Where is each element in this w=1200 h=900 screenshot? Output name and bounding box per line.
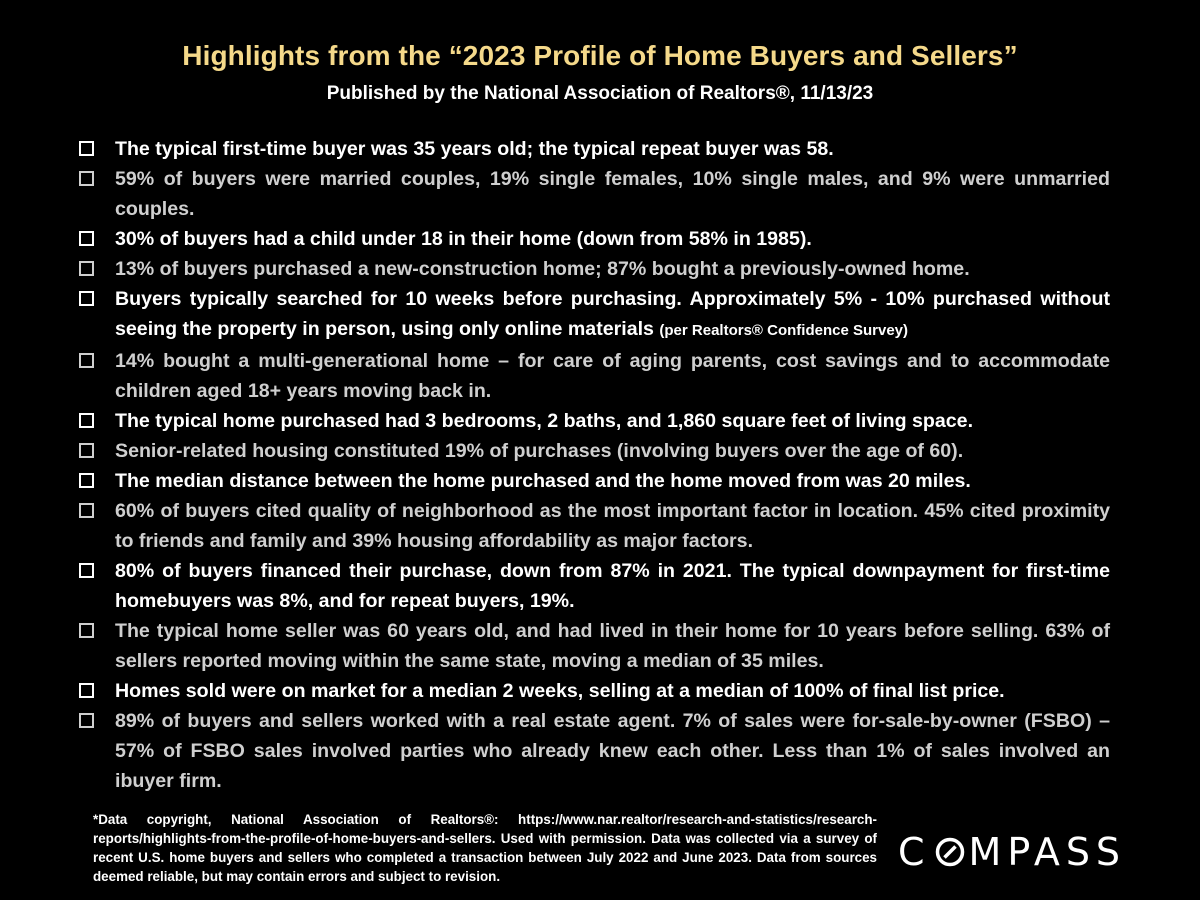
list-item-text: Senior-related housing constituted 19% of purchases (involving buyers over the age of 60).	[115, 440, 964, 462]
checkbox-square-icon	[79, 503, 94, 518]
checkbox-square-icon	[79, 291, 94, 306]
checkbox-square-icon	[79, 353, 94, 368]
list-item	[78, 224, 1110, 254]
checkbox-square-icon	[79, 623, 94, 638]
list-item	[78, 676, 1110, 706]
checkbox-square-icon	[79, 261, 94, 276]
list-item-text: 60% of buyers cited quality of neighborhood as the most important factor in location. 45% cited proximity to friends and family and 39% housing affordability as major factors.	[115, 500, 1110, 552]
list-item	[78, 436, 1110, 466]
list-item	[78, 706, 1110, 796]
list-item-text: 59% of buyers were married couples, 19% single females, 10% single males, and 9% were unmarried couples.	[115, 168, 1110, 220]
list-item	[78, 164, 1110, 224]
checkbox-square-icon	[79, 473, 94, 488]
list-item-text: The typical first-time buyer was 35 years old; the typical repeat buyer was 58.	[115, 138, 834, 160]
list-item-note: (per Realtors® Confidence Survey)	[659, 322, 909, 339]
highlights-list	[78, 134, 1110, 796]
list-item-text: 13% of buyers purchased a new-construction home; 87% bought a previously-owned home.	[115, 258, 970, 280]
list-item-text: The median distance between the home purchased and the home moved from was 20 miles.	[115, 470, 971, 492]
checkbox-square-icon	[79, 683, 94, 698]
checkbox-square-icon	[79, 443, 94, 458]
logo-text-start: C	[898, 830, 931, 874]
checkbox-square-icon	[79, 171, 94, 186]
checkbox-square-icon	[79, 141, 94, 156]
compass-logo	[898, 830, 1154, 874]
compass-ring-icon	[935, 837, 965, 867]
list-item-text: 30% of buyers had a child under 18 in their home (down from 58% in 1985).	[115, 228, 812, 250]
list-item	[78, 284, 1110, 346]
footnote: *Data copyright, National Association of Realtors®: https://www.nar.realtor/research-and-statistics/research-reports/highlights-from-the-profile-of-home-buyers-and-sellers. Used with permission. Data was collected via a survey of recent U.S. home buyers and sellers who completed a transaction between July 2022 and June 2023. Data from sources deemed reliable, but may contain errors and subject to revision.	[93, 812, 877, 884]
logo-text-end: MPASS	[968, 830, 1127, 874]
list-item	[78, 406, 1110, 436]
list-item-text: 89% of buyers and sellers worked with a real estate agent. 7% of sales were for-sale-by-owner (FSBO) – 57% of FSBO sales involved parties who already knew each other. Less than 1% of sales involved an ibuyer firm.	[115, 710, 1110, 792]
checkbox-square-icon	[79, 713, 94, 728]
list-item	[78, 134, 1110, 164]
list-item	[78, 616, 1110, 676]
list-item	[78, 254, 1110, 284]
checkbox-square-icon	[79, 413, 94, 428]
list-item-text: Homes sold were on market for a median 2 weeks, selling at a median of 100% of final list price.	[115, 680, 1005, 702]
list-item-text: Buyers typically searched for 10 weeks before purchasing. Approximately 5% - 10% purchased without seeing the property in person, using only online materials	[115, 288, 1110, 340]
list-item	[78, 466, 1110, 496]
list-item-text: The typical home purchased had 3 bedrooms, 2 baths, and 1,860 square feet of living space.	[115, 410, 974, 432]
page-title: Highlights from the “2023 Profile of Home Buyers and Sellers”	[182, 40, 1018, 71]
list-item-text: 14% bought a multi-generational home – for care of aging parents, cost savings and to accommodate children aged 18+ years moving back in.	[115, 350, 1110, 402]
checkbox-square-icon	[79, 231, 94, 246]
checkbox-square-icon	[79, 563, 94, 578]
list-item	[78, 346, 1110, 406]
list-item-text: The typical home seller was 60 years old, and had lived in their home for 10 years before selling. 63% of sellers reported moving within the same state, moving a median of 35 miles.	[115, 620, 1110, 672]
list-item-text: 80% of buyers financed their purchase, down from 87% in 2021. The typical downpayment for first-time homebuyers was 8%, and for repeat buyers, 19%.	[115, 560, 1110, 612]
page-subtitle: Published by the National Association of Realtors®, 11/13/23	[326, 83, 874, 104]
list-item	[78, 496, 1110, 556]
list-item	[78, 556, 1110, 616]
